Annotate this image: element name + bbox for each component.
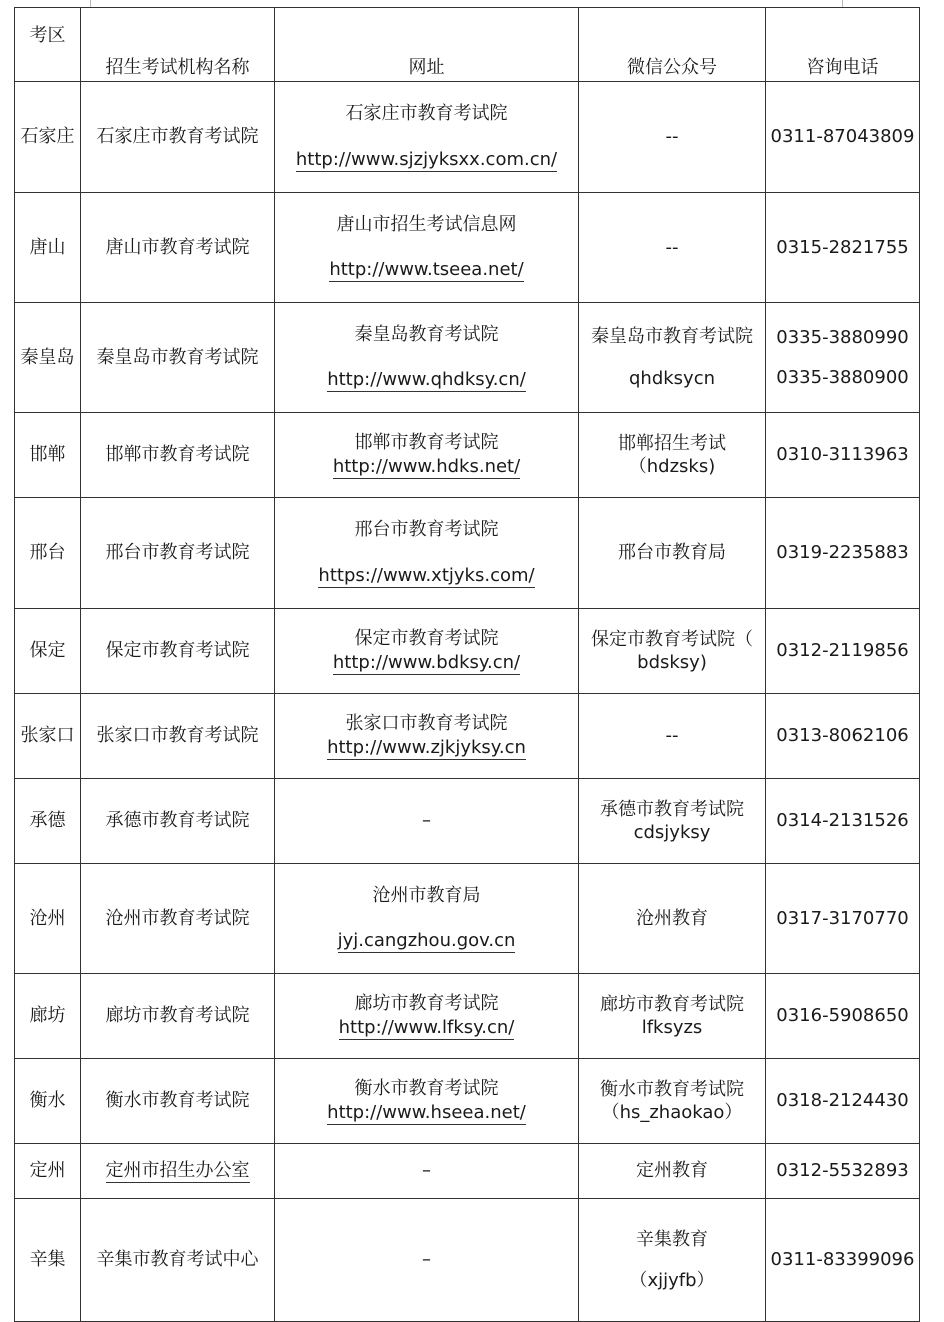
table-row: [15, 1059, 920, 1144]
phone-number: 0317-3170770: [776, 907, 909, 929]
phone-number: 0311-83399096: [770, 1249, 915, 1271]
wechat-account: --: [665, 126, 679, 148]
org-name-cell: 衡水市教育考试院: [81, 1059, 275, 1144]
website-name: 张家口市教育考试院: [345, 713, 508, 735]
phone-cell: [766, 82, 920, 193]
wechat-cell: [579, 303, 766, 413]
table-row: [15, 864, 920, 974]
phone-cell: [766, 974, 920, 1059]
wechat-cell: [579, 779, 766, 864]
area-cell: 沧州: [15, 864, 81, 974]
wechat-account: bdsksy): [637, 652, 707, 673]
wechat-account: （hdzsks): [628, 456, 716, 477]
phone-cell: [766, 609, 920, 694]
header-org: 招生考试机构名称: [81, 8, 275, 82]
left-guide-line: [90, 0, 91, 7]
phone-number: 0316-5908650: [776, 1005, 909, 1027]
area-cell: 衡水: [15, 1059, 81, 1144]
website-name: 保定市教育考试院: [354, 628, 499, 650]
table-body: [15, 82, 920, 1322]
wechat-account: 邢台市教育局: [618, 542, 726, 564]
wechat-account: 廊坊市教育考试院: [600, 993, 744, 1015]
wechat-account: cdsjyksy: [633, 822, 711, 843]
website-url-link[interactable]: http://www.bdksy.cn/: [333, 651, 520, 675]
phone-cell: [766, 303, 920, 413]
website-name: 衡水市教育考试院: [354, 1078, 499, 1100]
website-cell: [275, 1059, 579, 1144]
area-cell: 石家庄: [15, 82, 81, 193]
wechat-cell: [579, 1144, 766, 1199]
org-name-cell: 邯郸市教育考试院: [81, 413, 275, 498]
org-name-cell: 石家庄市教育考试院: [81, 82, 275, 193]
area-cell: 唐山: [15, 193, 81, 303]
wechat-cell: [579, 498, 766, 609]
website-name: 廊坊市教育考试院: [354, 993, 499, 1015]
table-row: [15, 413, 920, 498]
website-url-link[interactable]: http://www.zjkjyksy.cn: [327, 736, 526, 760]
phone-number: 0312-2119856: [776, 640, 909, 662]
wechat-account: qhdksycn: [628, 367, 716, 389]
header-website: 网址: [275, 8, 579, 82]
website-cell: [275, 498, 579, 609]
table-row: [15, 193, 920, 303]
website-url-link[interactable]: http://www.lfksy.cn/: [339, 1016, 515, 1040]
website-url-link[interactable]: http://www.hdks.net/: [333, 455, 520, 479]
wechat-account: 沧州教育: [636, 907, 708, 929]
table-row: [15, 1144, 920, 1199]
header-phone: 咨询电话: [766, 8, 920, 82]
wechat-account: （xjjyfb）: [629, 1270, 715, 1291]
area-cell: 秦皇岛: [15, 303, 81, 413]
website-cell: –: [275, 1144, 579, 1199]
wechat-cell: [579, 193, 766, 303]
table-row: [15, 694, 920, 779]
website-name: 石家庄市教育考试院: [345, 103, 508, 125]
org-name-cell: 承德市教育考试院: [81, 779, 275, 864]
website-name: 邢台市教育考试院: [354, 519, 499, 541]
org-name-cell: 辛集市教育考试中心: [81, 1199, 275, 1322]
org-name-cell: [81, 1144, 275, 1199]
org-name-cell: 秦皇岛市教育考试院: [81, 303, 275, 413]
phone-cell: [766, 413, 920, 498]
org-name-cell: 沧州市教育考试院: [81, 864, 275, 974]
website-cell: [275, 413, 579, 498]
area-cell: 邯郸: [15, 413, 81, 498]
website-url-link[interactable]: http://www.qhdksy.cn/: [327, 368, 526, 392]
website-url-link[interactable]: http://www.tseea.net/: [329, 258, 523, 282]
org-name-cell: 邢台市教育考试院: [81, 498, 275, 609]
website-name: 秦皇岛教育考试院: [354, 323, 499, 345]
right-guide-line: [842, 0, 843, 7]
website-cell: [275, 974, 579, 1059]
org-name-text: 定州市招生办公室: [106, 1159, 250, 1183]
phone-cell: [766, 864, 920, 974]
wechat-account: lfksyzs: [641, 1017, 703, 1038]
wechat-account: 定州教育: [636, 1160, 708, 1182]
website-name: 沧州市教育局: [372, 884, 481, 906]
website-name: 邯郸市教育考试院: [354, 432, 499, 454]
wechat-cell: [579, 413, 766, 498]
exam-institution-table: [14, 7, 920, 1322]
phone-number: 0318-2124430: [776, 1090, 909, 1112]
website-cell: [275, 82, 579, 193]
org-name-cell: 廊坊市教育考试院: [81, 974, 275, 1059]
org-name-cell: 保定市教育考试院: [81, 609, 275, 694]
website-url-link[interactable]: jyj.cangzhou.gov.cn: [338, 929, 516, 953]
table-row: [15, 82, 920, 193]
website-cell: [275, 303, 579, 413]
table-row: [15, 498, 920, 609]
phone-number: 0311-87043809: [770, 126, 915, 148]
wechat-account: 秦皇岛市教育考试院: [591, 326, 753, 348]
website-cell: [275, 193, 579, 303]
wechat-cell: [579, 864, 766, 974]
wechat-account: 承德市教育考试院: [600, 798, 744, 820]
phone-cell: [766, 694, 920, 779]
table-row: [15, 609, 920, 694]
wechat-account: --: [665, 236, 679, 258]
wechat-cell: [579, 609, 766, 694]
phone-number: 0315-2821755: [776, 236, 909, 258]
area-cell: 保定: [15, 609, 81, 694]
area-cell: 廊坊: [15, 974, 81, 1059]
website-url-link[interactable]: https://www.xtjyks.com/: [318, 564, 534, 588]
org-name-cell: 张家口市教育考试院: [81, 694, 275, 779]
header-wechat: 微信公众号: [579, 8, 766, 82]
phone-number: 0319-2235883: [776, 542, 909, 564]
website-cell: –: [275, 1199, 579, 1322]
table-header-row: [15, 8, 920, 82]
wechat-cell: [579, 82, 766, 193]
phone-number: 0335-3880900: [776, 366, 909, 388]
area-cell: 张家口: [15, 694, 81, 779]
table-row: [15, 974, 920, 1059]
phone-cell: [766, 1059, 920, 1144]
website-name: 唐山市招生考试信息网: [336, 213, 517, 235]
phone-cell: [766, 193, 920, 303]
area-cell: 承德: [15, 779, 81, 864]
website-cell: –: [275, 779, 579, 864]
phone-number: 0335-3880990: [776, 327, 909, 349]
table-row: [15, 1199, 920, 1322]
phone-cell: [766, 1199, 920, 1322]
wechat-cell: [579, 1059, 766, 1144]
wechat-cell: [579, 1199, 766, 1322]
phone-number: 0310-3113963: [776, 444, 909, 466]
website-url-link[interactable]: http://www.hseea.net/: [327, 1101, 526, 1125]
phone-cell: [766, 1144, 920, 1199]
area-cell: 定州: [15, 1144, 81, 1199]
phone-number: 0313-8062106: [776, 725, 909, 747]
org-name-cell: 唐山市教育考试院: [81, 193, 275, 303]
phone-number: 0314-2131526: [776, 810, 909, 832]
phone-cell: [766, 779, 920, 864]
header-area: 考区: [15, 8, 81, 82]
website-cell: [275, 864, 579, 974]
wechat-account: 邯郸招生考试: [618, 432, 726, 454]
wechat-account: 保定市教育考试院（: [591, 628, 753, 650]
wechat-account: --: [665, 725, 679, 747]
wechat-account: 衡水市教育考试院: [600, 1078, 744, 1100]
website-cell: [275, 694, 579, 779]
wechat-cell: [579, 974, 766, 1059]
table-row: [15, 779, 920, 864]
wechat-cell: [579, 694, 766, 779]
wechat-account: 辛集教育: [636, 1228, 708, 1250]
phone-number: 0312-5532893: [776, 1160, 909, 1182]
table-row: [15, 303, 920, 413]
phone-cell: [766, 498, 920, 609]
area-cell: 辛集: [15, 1199, 81, 1322]
wechat-account: （hs_zhaokao）: [601, 1102, 743, 1123]
area-cell: 邢台: [15, 498, 81, 609]
website-cell: [275, 609, 579, 694]
website-url-link[interactable]: http://www.sjzjyksxx.com.cn/: [296, 148, 557, 172]
